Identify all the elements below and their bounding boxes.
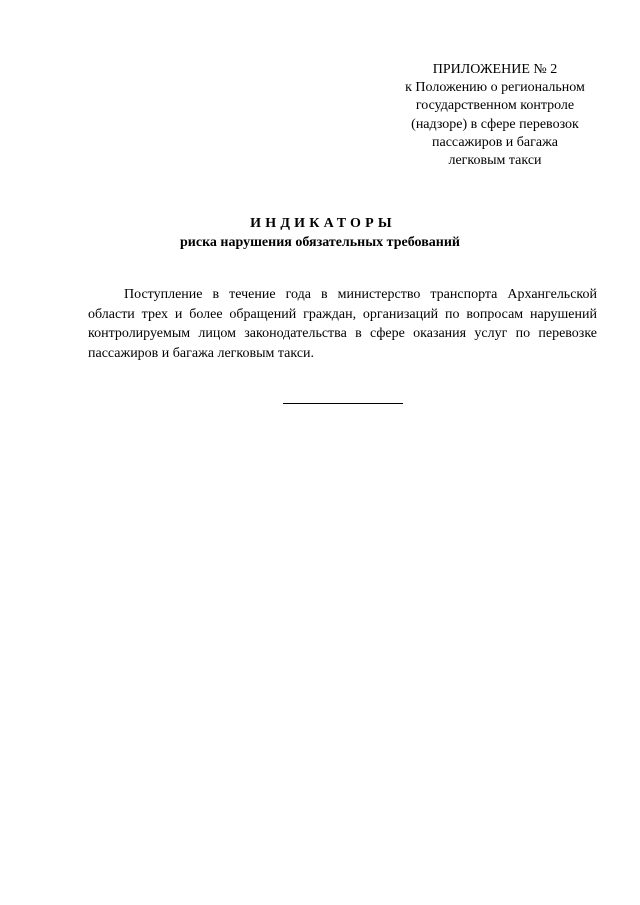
appendix-header xyxy=(390,61,600,170)
paragraph-line: контролируемым лицом законодательства в сфере оказания услуг по перевозке xyxy=(88,326,597,341)
appendix-line: государственном контроле xyxy=(415,98,575,114)
appendix-line: (надзоре) в сфере перевозок xyxy=(411,116,579,132)
paragraph-line: пассажиров и багажа легковым такси. xyxy=(88,345,315,361)
appendix-number: ПРИЛОЖЕНИЕ № 2 xyxy=(432,62,558,77)
appendix-line: пассажиров и багажа xyxy=(432,134,558,150)
appendix-line: к Положению о региональном xyxy=(405,80,585,96)
body-paragraph xyxy=(88,285,597,363)
end-divider-line xyxy=(283,403,403,404)
document-title: ИНДИКАТОРЫ xyxy=(250,216,396,231)
appendix-line: легковым такси xyxy=(448,153,542,169)
document-subtitle: риска нарушения обязательных требований xyxy=(180,235,460,250)
paragraph-line: области трех и более обращений граждан, организаций по вопросам нарушений xyxy=(88,306,597,322)
paragraph-line: Поступление в течение года в министерство транспорта Архангельской xyxy=(124,287,597,302)
